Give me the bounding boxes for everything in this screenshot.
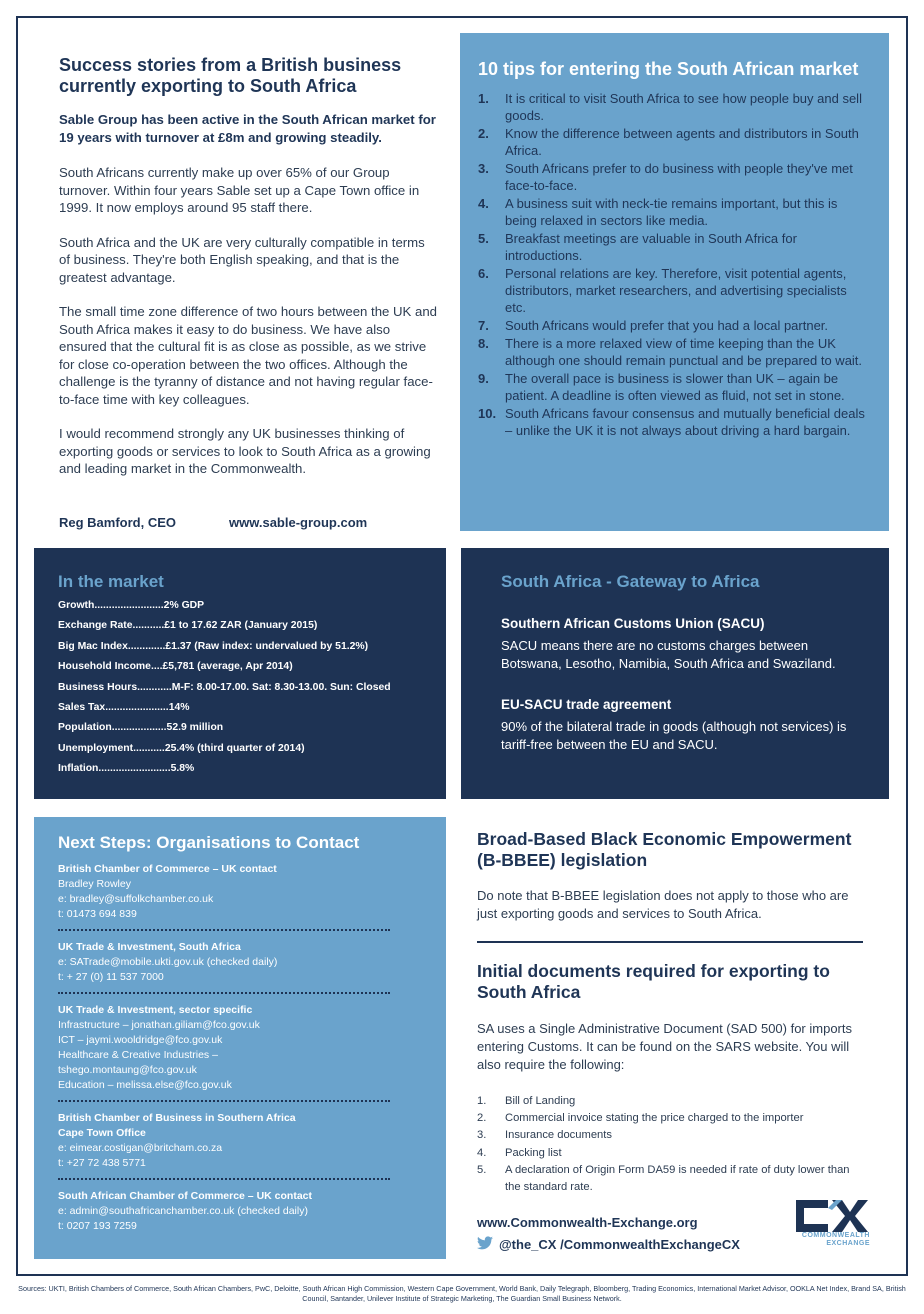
success-paragraph: The small time zone difference of two hours between the UK and South Africa makes it easy to do business. We have also ensured that the cultural fit is as close as possible, as we strive for close co-operation between the two offices. Although the challenge is the tyranny of distance and not having regular face-to-face time with key colleagues.: [59, 304, 438, 407]
commonwealth-website-link[interactable]: www.Commonwealth-Exchange.org: [477, 1215, 698, 1230]
organisation-name: British Chamber of Commerce – UK contact: [58, 863, 277, 875]
market-stats: [58, 596, 422, 780]
social-handles[interactable]: [477, 1236, 740, 1253]
market-stat-label: Unemployment: [58, 742, 134, 754]
tip-number: 6.: [478, 266, 489, 281]
market-stat-row: [58, 678, 422, 698]
document-text: Bill of Landing: [505, 1095, 576, 1107]
tip-number: 10.: [478, 406, 497, 421]
tip-item: [478, 195, 871, 229]
organisation-entry: [58, 1189, 390, 1241]
bbbee-title: Broad-Based Black Economic Empowerment (B-BBEE) legislation: [477, 829, 852, 870]
market-stat-value: £1.37 (Raw index: undervalued by 51.2%): [165, 640, 369, 652]
organisation-name: UK Trade & Investment, South Africa: [58, 941, 241, 953]
document-number: 1.: [477, 1095, 487, 1107]
eu-sacu-heading: EU-SACU trade agreement: [501, 697, 672, 712]
documents-section: [477, 961, 867, 1196]
tip-number: 5.: [478, 231, 489, 246]
organisation-contact-line[interactable]: t: 0207 193 7259: [58, 1220, 137, 1232]
tip-item: [478, 317, 871, 334]
organisation-contact-line[interactable]: e: bradley@suffolkchamber.co.uk: [58, 893, 214, 905]
market-stat-leader: ...........: [132, 620, 165, 632]
document-item: [477, 1162, 867, 1196]
market-stat-label: Inflation: [58, 763, 99, 775]
document-text: A declaration of Origin Form DA59 is needed if rate of duty lower than the standard rate.: [505, 1163, 850, 1194]
tip-number: 9.: [478, 371, 489, 386]
organisation-contact-line[interactable]: Infrastructure – jonathan.giliam@fco.gov.uk: [58, 1019, 260, 1031]
sources-footnote: Sources: UKTI, British Chambers of Commerce, South African Chambers, PwC, Deloitte, South African High Commission, Western Cape Government, World Bank, Daily Telegraph, Bloomberg, Trading Economics, International Market Advisor, OOKLA Net Index, Brand SA, British Council, Santander, Unilever Institute of Strategic Marketing, The Guardian Small Business Network.: [18, 1284, 906, 1303]
market-stat-row: [58, 616, 422, 636]
document-item: [477, 1145, 867, 1162]
organisation-name: British Chamber of Business in Southern Africa: [58, 1112, 296, 1124]
gateway-box: [461, 548, 889, 799]
tip-item: [478, 90, 871, 124]
next-steps-title: Next Steps: Organisations to Contact: [58, 833, 360, 852]
organisation-contact-line[interactable]: t: 01473 694 839: [58, 908, 137, 920]
market-stat-leader: .............: [127, 640, 166, 652]
success-story-lead: Sable Group has been active in the South African market for 19 years with turnover at £8m and growing steadily.: [59, 112, 436, 145]
tip-item: [478, 265, 871, 316]
organisation-entry: [58, 862, 390, 931]
tip-text: It is critical to visit South Africa to see how people buy and sell goods.: [505, 91, 862, 123]
tip-text: Know the difference between agents and distributors in South Africa.: [505, 126, 859, 158]
market-stat-label: Sales Tax: [58, 702, 106, 714]
tip-text: South Africans would prefer that you had a local partner.: [505, 318, 829, 333]
market-stat-value: £1 to 17.62 ZAR (January 2015): [164, 620, 318, 632]
success-paragraph: I would recommend strongly any UK businesses thinking of exporting goods or services to look to South Africa as a growing and leading market in the Commonwealth.: [59, 426, 431, 476]
market-stat-row: [58, 759, 422, 779]
document-item: [477, 1110, 867, 1127]
market-stat-value: 2% GDP: [163, 600, 205, 611]
document-item: [477, 1127, 867, 1144]
organisation-contact-line[interactable]: e: SATrade@mobile.ukti.gov.uk (checked daily): [58, 956, 278, 968]
documents-title: Initial documents required for exporting to South Africa: [477, 961, 830, 1002]
tip-number: 4.: [478, 196, 489, 211]
market-box: [34, 548, 446, 799]
section-divider: [477, 941, 863, 943]
tip-number: 1.: [478, 91, 489, 106]
document-number: 3.: [477, 1129, 487, 1142]
market-stat-row: [58, 637, 422, 657]
bbbee-section: [477, 829, 867, 923]
organisation-entry: [58, 1111, 390, 1180]
market-title: In the market: [58, 572, 164, 591]
organisation-contact-line[interactable]: e: admin@southafricanchamber.co.uk (checked daily): [58, 1205, 308, 1217]
gateway-title: South Africa - Gateway to Africa: [501, 572, 760, 591]
sacu-text: SACU means there are no customs charges between Botswana, Lesotho, Namibia, South Africa and Swaziland.: [501, 638, 836, 671]
tip-item: [478, 405, 871, 439]
organisation-name: UK Trade & Investment, sector specific: [58, 1004, 253, 1016]
market-stat-value: M-F: 8.00-17.00. Sat: 8.30-13.00. Sun: Closed: [171, 681, 391, 693]
next-steps-box: [34, 817, 446, 1259]
organisation-contact-line[interactable]: e: eimear.costigan@britcham.co.za: [58, 1142, 223, 1154]
sacu-heading: Southern African Customs Union (SACU): [501, 616, 765, 631]
market-stat-leader: ...................: [111, 722, 167, 734]
document-number: 4.: [477, 1146, 487, 1159]
success-story-title: Success stories from a British business currently exporting to South Africa: [59, 55, 402, 96]
market-stat-leader: ...........: [133, 742, 165, 754]
organisation-contact-line[interactable]: tshego.montaung@fco.gov.uk: [58, 1064, 197, 1076]
tip-text: South Africans prefer to do business with people they've met face-to-face.: [505, 161, 853, 193]
sable-website-link[interactable]: www.sable-group.com: [229, 515, 368, 530]
tips-title: 10 tips for entering the South African market: [478, 59, 859, 79]
market-stat-row: [58, 657, 422, 677]
organisation-list: [58, 862, 422, 1241]
organisation-contact-line: Healthcare & Creative Industries –: [58, 1049, 218, 1061]
tip-text: The overall pace is business is slower than UK – again be patient. A deadline is often viewed as fluid, not set in stone.: [505, 371, 845, 403]
organisation-contact-line[interactable]: t: +27 72 438 5771: [58, 1157, 146, 1169]
market-stat-label: Growth: [58, 600, 95, 611]
document-item: [477, 1093, 867, 1110]
document-text: Packing list: [505, 1146, 562, 1159]
market-stat-leader: .........................: [98, 763, 171, 775]
bbbee-text: Do note that B-BBEE legislation does not apply to those who are just exporting goods and services to South Africa.: [477, 888, 849, 921]
document-text: Insurance documents: [505, 1129, 612, 1142]
documents-text: SA uses a Single Administrative Document (SAD 500) for imports entering Customs. It can be found on the SARS website. You will also require the following:: [477, 1021, 852, 1072]
tip-item: [478, 125, 871, 159]
market-stat-leader: ......................: [105, 702, 169, 714]
market-stat-row: [58, 739, 422, 759]
signature-name: Reg Bamford, CEO: [59, 515, 177, 530]
tip-text: There is a more relaxed view of time keeping than the UK although one should remain punctual and be prepared to wait.: [505, 336, 863, 368]
eu-sacu-text: 90% of the bilateral trade in goods (although not services) is tariff-free between the EU and SACU.: [501, 719, 847, 752]
documents-list: [477, 1093, 867, 1196]
document-number: 2.: [477, 1112, 487, 1125]
organisation-contact-line[interactable]: Education – melissa.else@fco.gov.uk: [58, 1079, 232, 1091]
market-stat-leader: ............: [137, 681, 172, 693]
organisation-contact-line[interactable]: ICT – jaymi.wooldridge@fco.gov.uk: [58, 1034, 223, 1046]
tip-number: 2.: [478, 126, 489, 141]
twitter-icon: [477, 1236, 493, 1253]
tips-box: [460, 33, 889, 531]
market-stat-value: 25.4% (third quarter of 2014): [164, 742, 305, 754]
market-stat-leader: ....: [150, 661, 163, 673]
market-stat-row: [58, 718, 422, 738]
market-stat-label: Household Income: [58, 661, 151, 673]
document-text: Commercial invoice stating the price charged to the importer: [505, 1112, 804, 1125]
tip-item: [478, 230, 871, 264]
signature-line: [59, 515, 439, 530]
logo-line-1: COMMONWEALTH: [801, 1232, 870, 1239]
tip-number: 8.: [478, 336, 489, 351]
market-stat-label: Population: [58, 722, 112, 734]
market-stat-value: 14%: [168, 702, 190, 714]
organisation-subname: Cape Town Office: [58, 1127, 146, 1139]
logo-wordmark: [790, 1232, 870, 1248]
organisation-entry: [58, 940, 390, 994]
success-paragraph: South Africans currently make up over 65% of our Group turnover. Within four years Sable set up a Cape Town office in 1999. It now employs around 95 staff there.: [59, 165, 420, 215]
organisation-name: South African Chamber of Commerce – UK contact: [58, 1190, 312, 1202]
market-stat-value: 5.8%: [170, 763, 195, 775]
tip-item: [478, 335, 871, 369]
market-stat-label: Business Hours: [58, 681, 138, 693]
social-handles-text: @the_CX /CommonwealthExchangeCX: [499, 1237, 740, 1252]
logo-line-2: EXCHANGE: [826, 1240, 870, 1247]
market-stat-row: [58, 596, 422, 616]
tip-item: [478, 370, 871, 404]
organisation-entry: [58, 1003, 390, 1102]
document-number: 5.: [477, 1163, 487, 1176]
tips-list: [478, 90, 871, 439]
tip-text: Personal relations are key. Therefore, visit potential agents, distributors, market researchers, and advertising specialists etc.: [505, 266, 847, 315]
market-stat-value: £5,781 (average, Apr 2014): [162, 661, 293, 673]
tip-item: [478, 160, 871, 194]
organisation-contact-line[interactable]: t: + 27 (0) 11 537 7000: [58, 971, 164, 983]
tip-text: South Africans favour consensus and mutually beneficial deals – unlike the UK it is not always about driving a hard bargain.: [505, 406, 865, 438]
success-paragraph: South Africa and the UK are very culturally compatible in terms of business. They're both English speaking, and that is the greatest advantage.: [59, 234, 425, 285]
market-stat-value: 52.9 million: [166, 722, 224, 734]
market-stat-label: Big Mac Index: [58, 640, 128, 652]
success-story-section: [59, 55, 439, 530]
market-stat-leader: ........................: [94, 600, 164, 611]
tip-text: A business suit with neck-tie remains important, but this is being relaxed in sectors like media.: [505, 196, 838, 228]
tip-text: Breakfast meetings are valuable in South Africa for introductions.: [505, 231, 797, 263]
market-stat-label: Exchange Rate: [58, 620, 133, 632]
tip-number: 3.: [478, 161, 489, 176]
tip-number: 7.: [478, 318, 489, 333]
organisation-contact-line: Bradley Rowley: [58, 878, 131, 890]
market-stat-row: [58, 698, 422, 718]
